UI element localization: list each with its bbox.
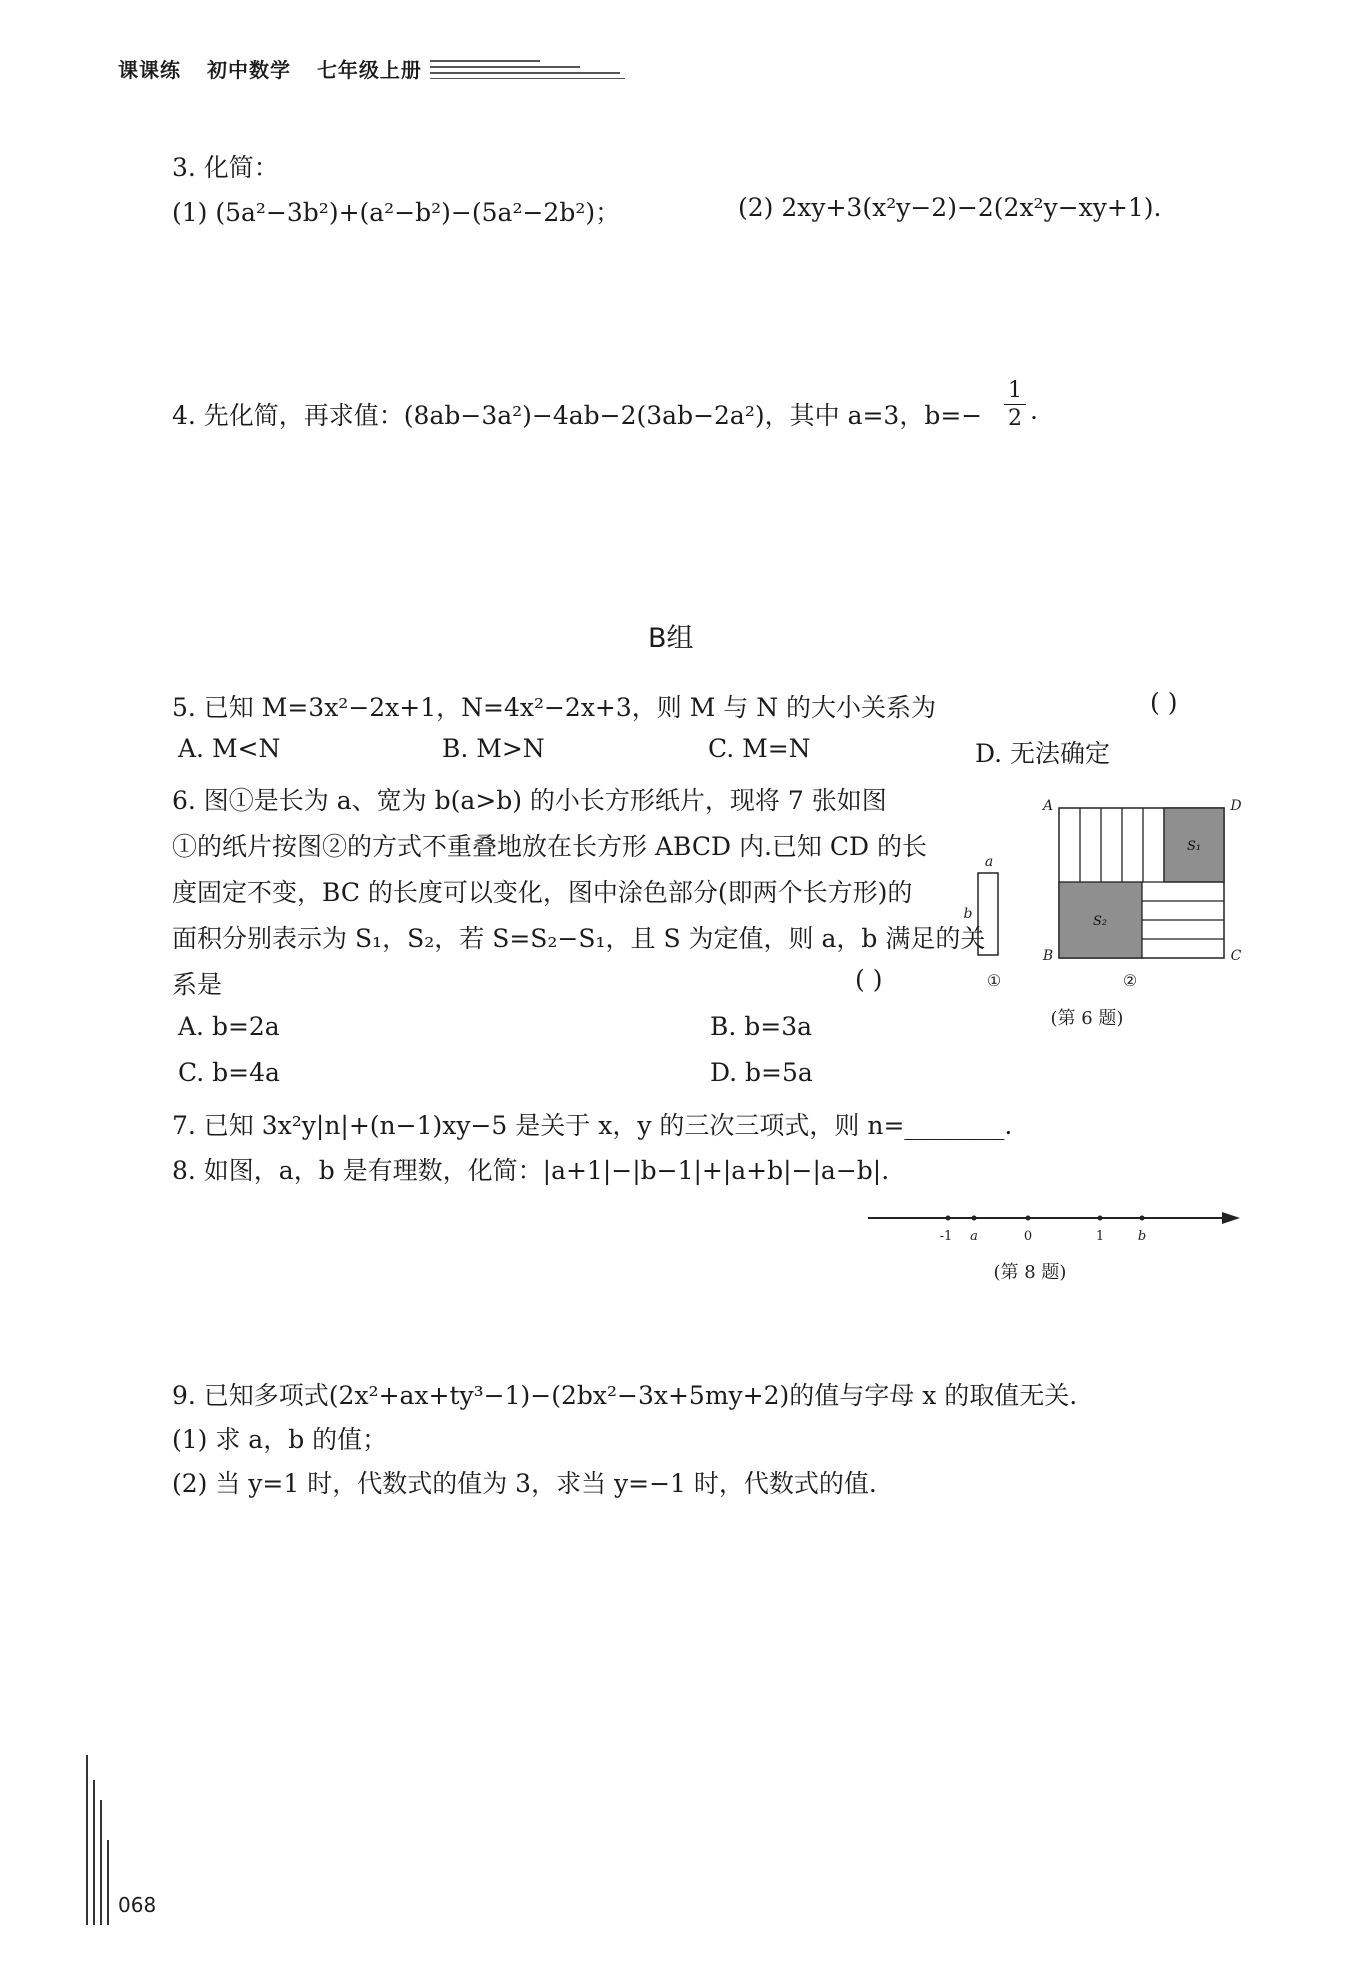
point-0 bbox=[1026, 1216, 1031, 1221]
header-rule-4 bbox=[430, 78, 625, 79]
label-0: 0 bbox=[1023, 1229, 1033, 1244]
running-header bbox=[118, 54, 440, 83]
q5-option-b: B. M>N bbox=[442, 734, 545, 763]
label-1: 1 bbox=[1095, 1229, 1105, 1244]
header-rule-2 bbox=[430, 66, 580, 68]
q5-bracket: ( ) bbox=[1150, 688, 1178, 717]
fig2-label-a: A bbox=[1042, 798, 1054, 814]
number-line-arrow bbox=[1222, 1212, 1240, 1224]
label-b: b bbox=[1137, 1229, 1147, 1244]
margin-line-4 bbox=[107, 1840, 109, 1925]
q7-text: 7. 已知 3x²y|n|+(n−1)xy−5 是关于 x，y 的三次三项式，则 n=________. bbox=[172, 1111, 1013, 1140]
fig2-label-s1: S₁ bbox=[1186, 839, 1202, 854]
q6-line-4: 面积分别表示为 S₁，S₂，若 S=S₂−S₁，且 S 为定值，则 a，b 满足的关 bbox=[172, 924, 986, 953]
q6-line-5: 系是 bbox=[172, 970, 223, 999]
fig2-label-s2: S₂ bbox=[1092, 914, 1108, 929]
header-rule-1 bbox=[430, 60, 540, 62]
q8-text: 8. 如图，a，b 是有理数，化简：|a+1|−|b−1|+|a+b|−|a−b|. bbox=[172, 1156, 890, 1185]
label-neg1: -1 bbox=[939, 1229, 953, 1244]
point-neg1 bbox=[946, 1216, 951, 1221]
header-rule-3 bbox=[430, 72, 620, 74]
point-1 bbox=[1098, 1216, 1103, 1221]
q8-figure-caption: (第 8 题) bbox=[993, 1262, 1067, 1283]
q6-figure-caption: (第 6 题) bbox=[1050, 1008, 1124, 1029]
q9-part2: (2) 当 y=1 时，代数式的值为 3，求当 y=−1 时，代数式的值. bbox=[172, 1469, 877, 1498]
q6-option-c: C. b=4a bbox=[178, 1058, 280, 1087]
group-b-title: B组 bbox=[648, 623, 694, 654]
q5-option-d: D. 无法确定 bbox=[975, 739, 1111, 768]
q9-part1: (1) 求 a，b 的值； bbox=[172, 1425, 388, 1454]
fig2-number: ② bbox=[1122, 971, 1138, 990]
q5-text: 5. 已知 M=3x²−2x+1，N=4x²−2x+3，则 M 与 N 的大小关系为 bbox=[172, 693, 937, 722]
q6-line-3: 度固定不变，BC 的长度可以变化，图中涂色部分(即两个长方形)的 bbox=[172, 878, 913, 907]
q4-end: . bbox=[1030, 396, 1038, 425]
q9-text: 9. 已知多项式(2x²+ax+ty³−1)−(2bx²−3x+5my+2)的值与字母 x 的取值无关. bbox=[172, 1381, 1078, 1410]
fig1-small-rect bbox=[978, 873, 998, 955]
q6-line-1: 6. 图①是长为 a、宽为 b(a>b) 的小长方形纸片，现将 7 张如图 bbox=[172, 786, 887, 815]
point-b bbox=[1140, 1216, 1145, 1221]
q6-figure bbox=[960, 790, 1250, 1050]
fig1-number: ① bbox=[986, 971, 1002, 990]
label-a: a bbox=[970, 1229, 978, 1244]
q6-option-b: B. b=3a bbox=[710, 1012, 813, 1041]
q5-option-a: A. M<N bbox=[178, 734, 281, 763]
q6-bracket: ( ) bbox=[855, 965, 883, 994]
q3-part1: (1) (5a²−3b²)+(a²−b²)−(5a²−2b²)； bbox=[172, 198, 621, 227]
q4-text: 4. 先化简，再求值：(8ab−3a²)−4ab−2(3ab−2a²)，其中 a=3，b=− bbox=[172, 401, 983, 430]
fig2-label-b: B bbox=[1042, 948, 1054, 964]
q6-option-a: A. b=2a bbox=[178, 1012, 280, 1041]
fig1-label-a: a bbox=[984, 854, 994, 870]
fig2-label-d: D bbox=[1230, 798, 1242, 814]
subject-name: 初中数学 bbox=[206, 58, 291, 82]
point-a bbox=[972, 1216, 977, 1221]
q6-option-d: D. b=5a bbox=[710, 1058, 813, 1087]
q6-line-2: ①的纸片按图②的方式不重叠地放在长方形 ABCD 内.已知 CD 的长 bbox=[172, 832, 927, 861]
q8-number-line bbox=[860, 1200, 1250, 1300]
grade-name: 七年级上册 bbox=[316, 58, 422, 82]
margin-line-2 bbox=[93, 1780, 95, 1925]
q5-option-c: C. M=N bbox=[708, 734, 811, 763]
q4-fraction bbox=[1004, 378, 1026, 433]
q3-part2: (2) 2xy+3(x²y−2)−2(2x²y−xy+1). bbox=[738, 193, 1162, 222]
fig1-label-b: b bbox=[963, 906, 973, 922]
page-number: 068 bbox=[118, 1893, 157, 1917]
margin-line-3 bbox=[100, 1800, 102, 1925]
fig2-label-c: C bbox=[1230, 948, 1242, 964]
q3-title: 3. 化简： bbox=[172, 153, 279, 182]
book-name: 课课练 bbox=[118, 58, 181, 82]
margin-line-1 bbox=[86, 1755, 88, 1925]
q4-frac-den: 2 bbox=[1008, 406, 1022, 431]
q4-frac-num: 1 bbox=[1004, 378, 1026, 405]
